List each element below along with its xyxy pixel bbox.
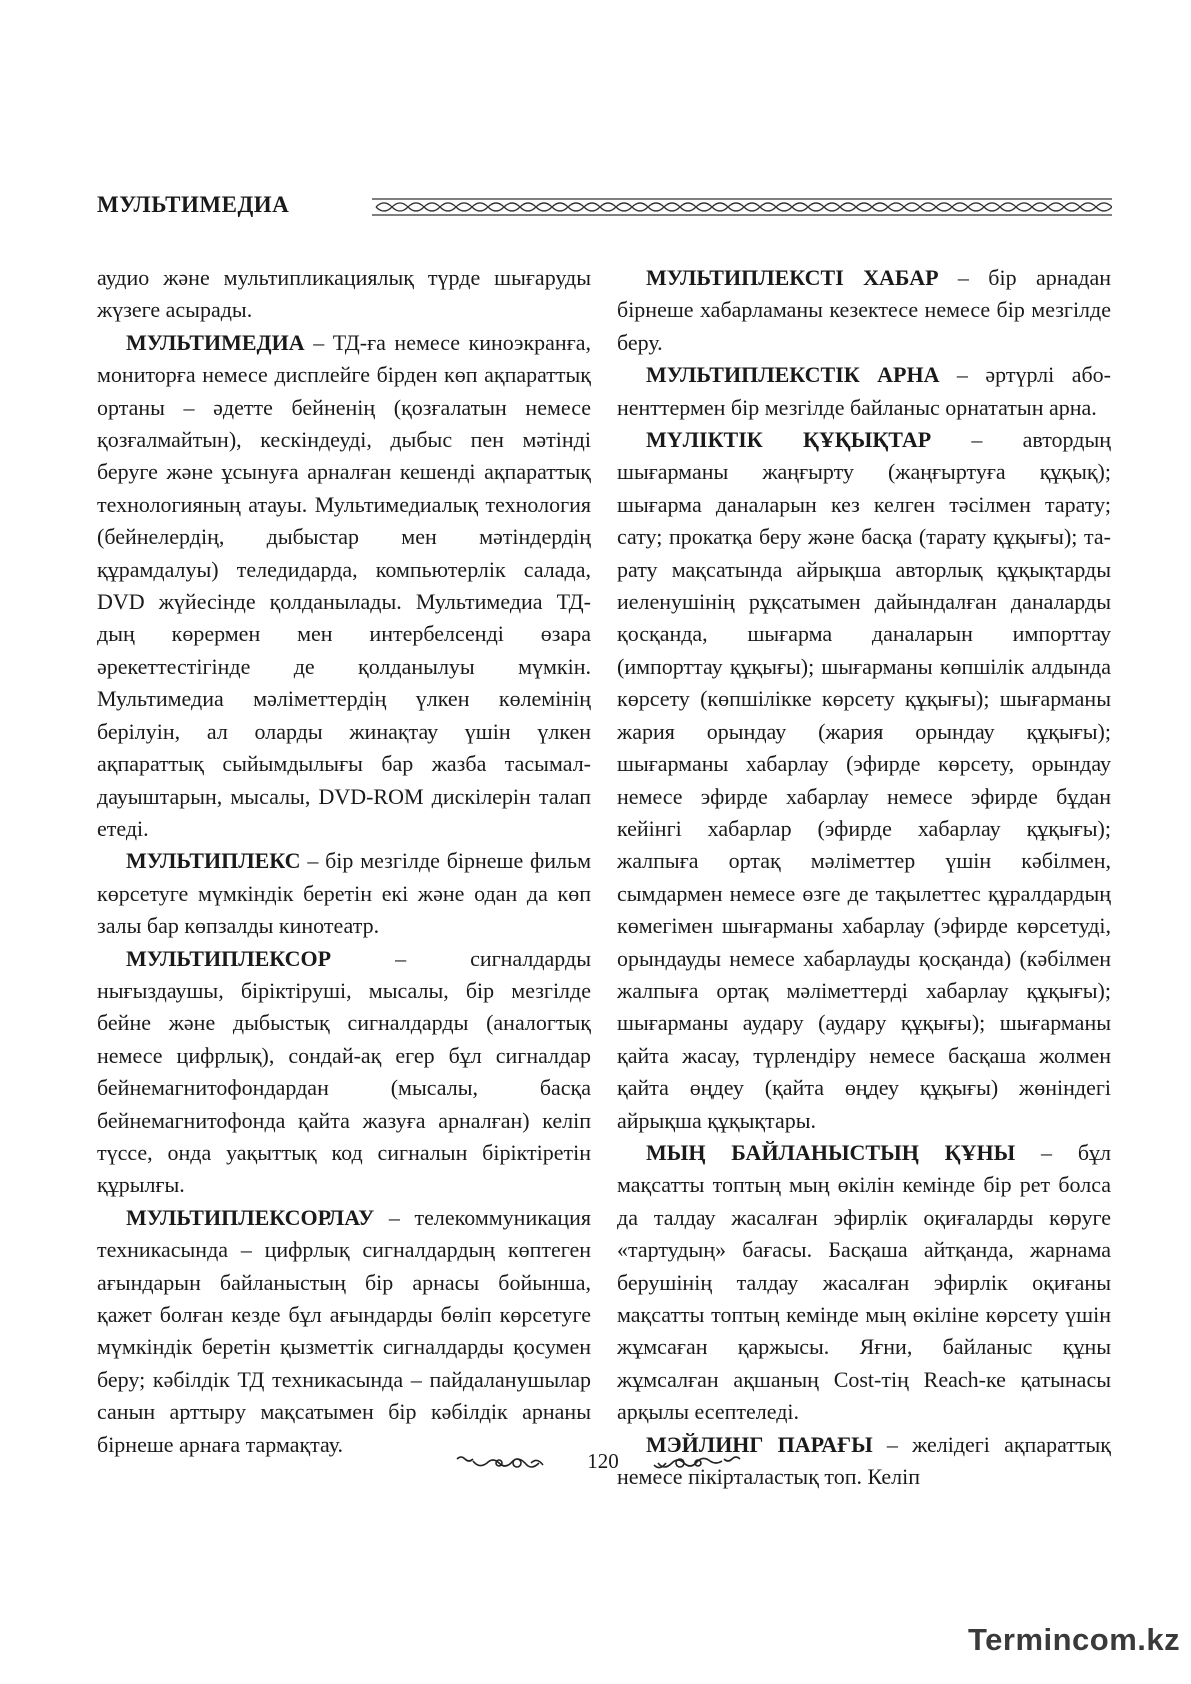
entry-term: МҮЛІКТІК ҚҰҚЫҚТАР bbox=[646, 427, 932, 453]
entry-definition: – бір мезгілде бірнеше фильм көрсетуге мүмкіндік беретін екі және одан да көп залы бар көпзалды кинотеатр. bbox=[97, 848, 591, 939]
entry-term: МУЛЬТИМЕДИА bbox=[126, 329, 305, 355]
entry-term: МУЛЬТИПЛЕКСТІК АРНА bbox=[646, 362, 940, 388]
dictionary-entry bbox=[97, 943, 591, 1202]
entry-definition: – желідегі ақпараттық немесе пікірталастық топ. Келіп bbox=[617, 1431, 1111, 1490]
left-column bbox=[97, 262, 591, 1461]
entry-definition: – сигналдарды нығыздаушы, біріктіруші, мысалы, бір мезгілде бейне және дыбыстық сигналдарды (аналогтық немесе цифрлық), сондай-ақ егер бұл сигналдар бейнемагнитофондардан (мысалы, басқа бейнемагнитофонда қайта жазуға арналған) келіп түссе, онда уақыттық код сигналын біріктіретін құрылғы. bbox=[97, 945, 591, 1198]
site-watermark: Termincom.kz bbox=[968, 1622, 1181, 1657]
page-number: 120 bbox=[587, 1449, 619, 1473]
footer-ornament-left bbox=[455, 1451, 545, 1475]
entry-term: МЫҢ БАЙЛАНЫСТЫҢ ҚҰНЫ bbox=[646, 1139, 1016, 1165]
dictionary-entry bbox=[617, 1137, 1111, 1429]
dictionary-entry bbox=[97, 327, 591, 846]
entry-definition: – бір арнадан бірнеше хабарламаны кезектесе немесе бір мезгілде беру. bbox=[617, 265, 1111, 355]
entry-term: МЭЙЛИНГ ПАРАҒЫ bbox=[646, 1431, 873, 1457]
entry-continuation: аудио және мультипликациялық түрде шығаруды жүзеге асырады. bbox=[97, 265, 591, 323]
dictionary-entry bbox=[617, 262, 1111, 359]
entry-term: МУЛЬТИПЛЕКСОРЛАУ bbox=[126, 1204, 375, 1230]
entry-definition: – телекоммуникация техникасында – цифрлық сигналдардың көптеген ағындарын байланыстың бір арнасы бойынша, қажет болған кезде бұл ағындарды бөліп көрсетуге мүмкіндік беретін қызметтік сигналдарды қосумен беру; кәбілдік ТД техникасында – пайдаланушылар санын арттырy мақсатымен бір кәбілдік арнаны бірнеше арнаға тармақтау. bbox=[97, 1204, 591, 1457]
dictionary-entry bbox=[617, 424, 1111, 1137]
dictionary-entry bbox=[97, 845, 591, 942]
running-head: МУЛЬТИМЕДИА bbox=[97, 192, 290, 217]
entry-definition: – автордың шығарманы жаңғырту (жаңғыртуға құқық); шығарма даналарын кез келген тәсілмен тарату; сату; прокатқа беру және басқа (тарату құқығы); тарату мақсатында айрықша авторлық құқықтарды иеленушінің рұқсатымен дайындалған даналарды қосқанда, шығарма даналарын импорттау (импорттау құқығы); шығарманы көпшілік алдында көрсету (көпшілікке көрсету құқығы); шығарманы жария орындау (жария орындау құқығы); шығарманы хабарлау (эфирде көрсету, орындау немесе эфирде хабарлау немесе эфирде бұдан кейінгі хабарлар (эфирде хабарлау құқығы); жалпыға ортақ мәліметтер үшін кәбілмен, сымдармен немесе өзге де тақылеттес құралдардың көмегімен шығарманы хабарлау (эфирде көрсетуді, орындауды немесе хабарлауды қосқанда) (кәбілмен жалпыға ортақ мәліметтерді хабарлау құқығы); шығарманы аудару (аудару құқығы); шығарманы қайта жасау, түрлендіру немесе басқаша жолмен қайта өңдеу (қайта өңдеу құқығы) жөніндегі айрықша құқықтары. bbox=[617, 427, 1111, 1133]
right-column bbox=[617, 262, 1111, 1493]
dictionary-entry bbox=[617, 359, 1111, 424]
entry-term: МУЛЬТИПЛЕКС bbox=[126, 848, 301, 874]
header-ornament bbox=[372, 195, 1112, 219]
dictionary-entry bbox=[97, 1202, 591, 1461]
entry-term: МУЛЬТИПЛЕКСТІ ХАБАР bbox=[646, 265, 939, 290]
entry-definition: – ТД-ға немесе киноэкранға, мониторға немесе дисплейге бірден көп ақпараттық ортаны – әдетте бейненің (қозғалатын немесе қозғалмайтын), кескіндеуді, дыбыс пен мәтінді беруге және ұсынуға арналған кешенді ақпараттық технологияның атауы. Мультимедиалық технология (бейнелердің, дыбыстар мен мәтіндердің құрамдалуы) теледидарда, компьютерлік салада, DVD жүйесінде қолданылады. Мультимедиа ТД-дың көрермен мен интербелсенді өзара әрекеттестігінде де қолданылуы мүмкін. Мультимедиа мәліметтердің үлкен көлемінің берілуін, ал оларды жинақтау үшін үлкен ақпараттық сыйымдылығы бар жазба тасымалдауыштарын, мысалы, DVD-ROM дискілерін талап етеді. bbox=[97, 329, 591, 841]
entry-definition: – әртүрлі абоненттермен бір мезгілде байланыс орнататын арна. bbox=[617, 362, 1111, 420]
footer-ornament-right bbox=[652, 1451, 742, 1475]
entry-definition: – бұл мақсатты топтың мың өкілін кемінде бір рет болса да талдау жасалған эфирлік оқиғаларды көруге «тартудың» бағасы. Басқаша айтқанда, жарнама берушінің талдау жасалған эфирлік оқиғаны мақсатты топтың кемінде мың өкіліне көрсету үшін жұмсаған қаржысы. Яғни, байланыс құны жұмсалған ақшаның Cost-тің Reach-ке қатынасы арқылы есептеледі. bbox=[617, 1139, 1112, 1425]
entry-term: МУЛЬТИПЛЕКСОР bbox=[126, 945, 332, 971]
